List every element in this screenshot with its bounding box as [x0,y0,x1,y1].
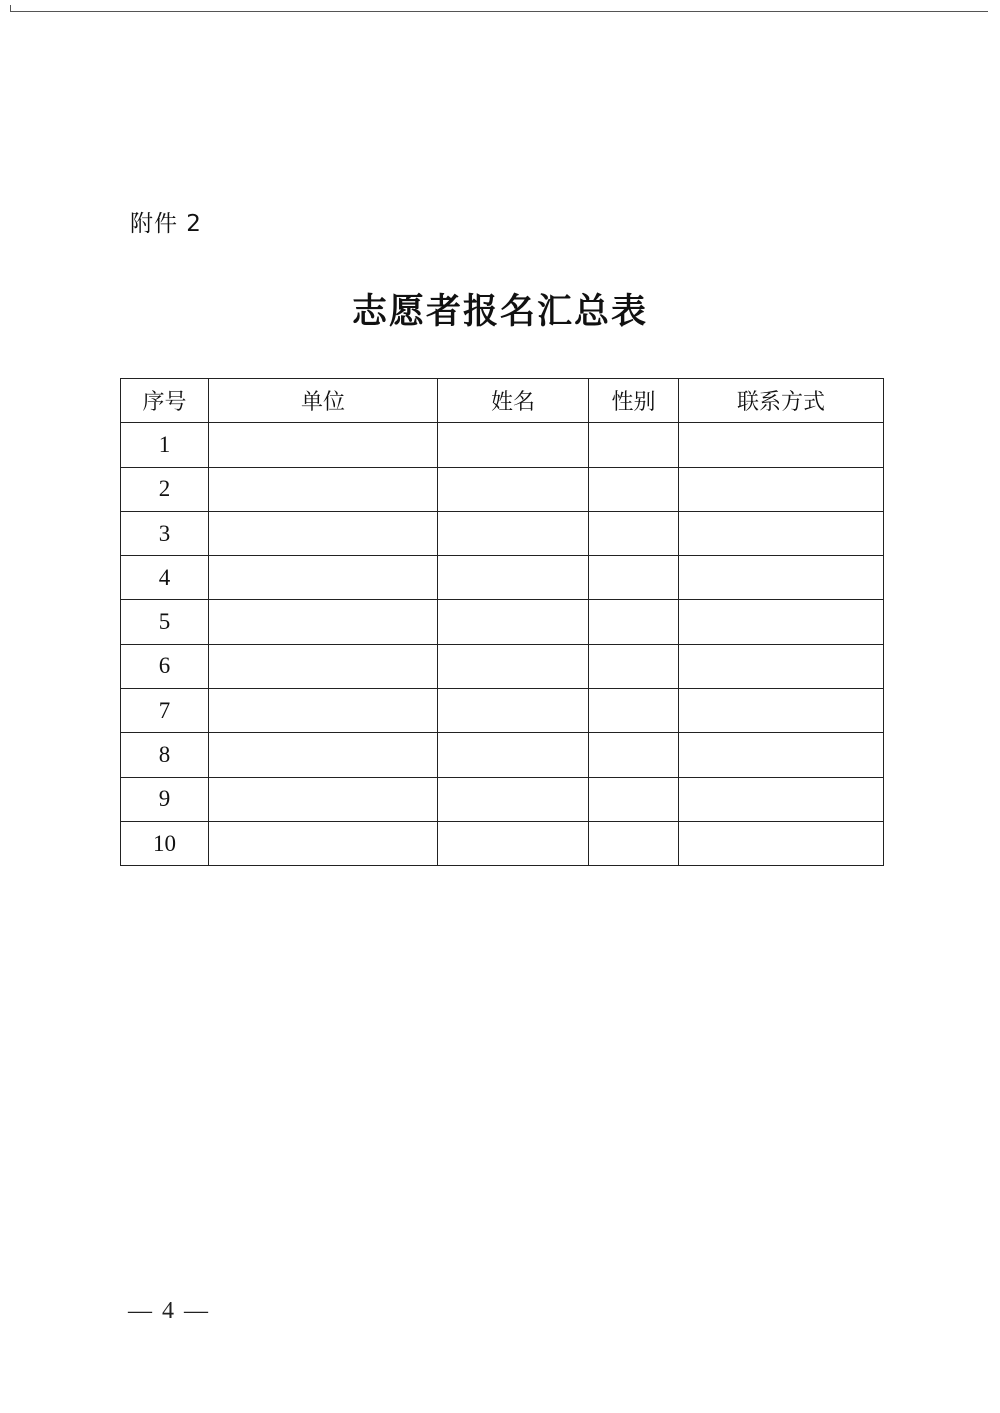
contact-cell [679,467,884,511]
row-index: 9 [121,777,209,821]
organization-cell [209,644,438,688]
header-index: 序号 [121,379,209,423]
organization-cell [209,777,438,821]
name-cell [438,511,589,555]
table-row [121,600,884,644]
gender-cell [589,600,679,644]
organization-cell [209,600,438,644]
contact-cell [679,644,884,688]
header-organization: 单位 [209,379,438,423]
name-cell [438,821,589,865]
name-cell [438,733,589,777]
gender-cell [589,733,679,777]
page-number: — 4 — [128,1298,210,1324]
row-index: 5 [121,600,209,644]
table-row [121,777,884,821]
gender-cell [589,777,679,821]
organization-cell [209,821,438,865]
header-gender: 性别 [589,379,679,423]
table-row [121,511,884,555]
row-index: 1 [121,423,209,467]
name-cell [438,556,589,600]
top-rule-tick [10,5,11,12]
name-cell [438,644,589,688]
organization-cell [209,556,438,600]
table-row [121,733,884,777]
table-row [121,821,884,865]
header-contact: 联系方式 [679,379,884,423]
row-index: 6 [121,644,209,688]
top-rule [10,11,988,12]
row-index: 4 [121,556,209,600]
row-index: 7 [121,689,209,733]
contact-cell [679,556,884,600]
organization-cell [209,689,438,733]
table-row [121,467,884,511]
contact-cell [679,821,884,865]
contact-cell [679,600,884,644]
document-title: 志愿者报名汇总表 [351,291,648,332]
row-index: 8 [121,733,209,777]
header-name: 姓名 [438,379,589,423]
name-cell [438,777,589,821]
gender-cell [589,556,679,600]
table-row [121,556,884,600]
name-cell [438,423,589,467]
name-cell [438,689,589,733]
gender-cell [589,644,679,688]
table-row [121,423,884,467]
contact-cell [679,511,884,555]
attachment-label: 附件 2 [130,211,202,237]
contact-cell [679,733,884,777]
gender-cell [589,821,679,865]
organization-cell [209,733,438,777]
gender-cell [589,467,679,511]
contact-cell [679,423,884,467]
signup-summary-table [120,378,884,866]
table-row [121,689,884,733]
organization-cell [209,423,438,467]
row-index: 3 [121,511,209,555]
name-cell [438,467,589,511]
name-cell [438,600,589,644]
table-row [121,644,884,688]
gender-cell [589,689,679,733]
gender-cell [589,423,679,467]
organization-cell [209,467,438,511]
table-header-row [121,379,884,423]
row-index: 2 [121,467,209,511]
gender-cell [589,511,679,555]
organization-cell [209,511,438,555]
contact-cell [679,777,884,821]
contact-cell [679,689,884,733]
row-index: 10 [121,821,209,865]
